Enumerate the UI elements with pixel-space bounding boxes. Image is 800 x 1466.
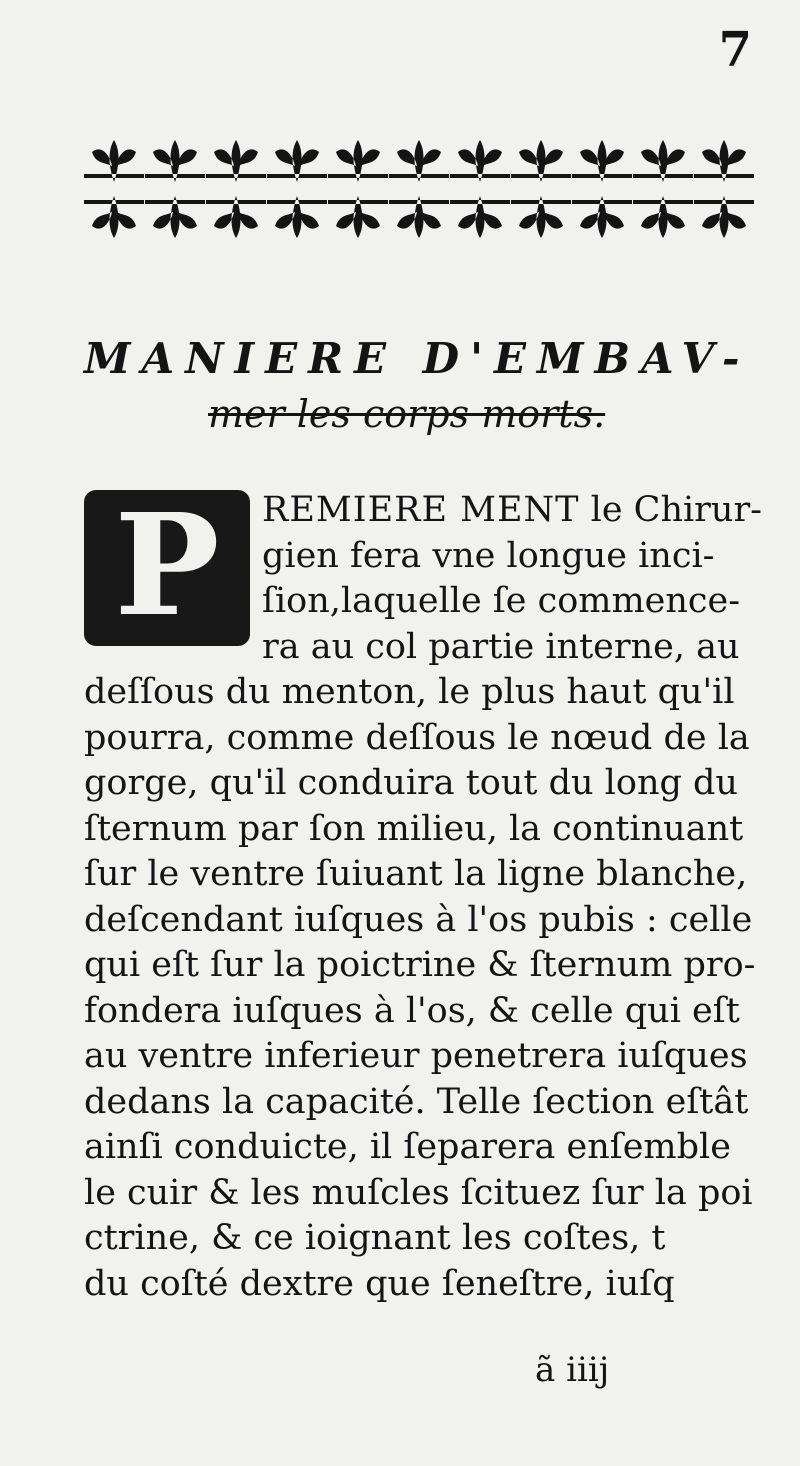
text-line: du coſté dextre que ſeneſtre, iuſq bbox=[84, 1263, 675, 1304]
small-caps-lead: REMIERE MENT bbox=[262, 490, 580, 530]
text-line: dedans la capacité. Telle ſection eſtât bbox=[84, 1081, 749, 1122]
text-line: ainſi conduicte, il ſeparera enſemble bbox=[84, 1127, 731, 1167]
fleuron-icon bbox=[450, 140, 510, 182]
fleuron-icon bbox=[694, 140, 754, 182]
fleuron-icon bbox=[389, 140, 449, 182]
page-number: 7 bbox=[718, 22, 752, 78]
text-line bbox=[84, 488, 774, 534]
fleuron-icon bbox=[572, 196, 632, 238]
body-text bbox=[84, 484, 774, 1307]
text-line: qui eſt ſur la poictrine & ſternum pro- bbox=[84, 945, 756, 985]
text-line-rest: le Chirur- bbox=[579, 490, 763, 530]
text-line: ra au col partie interne, au bbox=[262, 626, 740, 667]
text-line: au ventre inferieur penetrera iuſques bbox=[84, 1036, 748, 1076]
text-line: deſſous du menton, le plus haut qu'il bbox=[84, 672, 735, 712]
text-line: gien fera vne longue inci- bbox=[262, 535, 715, 576]
fleuron-icon bbox=[389, 196, 449, 238]
fleuron-icon bbox=[145, 140, 205, 182]
fleuron-icon bbox=[511, 196, 571, 238]
text-line: le cuir & les muſcles ſcituez ſur la poi bbox=[84, 1172, 753, 1213]
text-line: fondera iuſques à l'os, & celle qui eſt bbox=[84, 990, 740, 1031]
fleuron-icon bbox=[328, 140, 388, 182]
fleuron-icon bbox=[511, 140, 571, 182]
fleuron-ornament-band bbox=[80, 128, 760, 250]
fleuron-icon bbox=[328, 196, 388, 238]
chapter-title: MANIERE D'EMBAV- bbox=[84, 334, 751, 383]
fleuron-icon bbox=[450, 196, 510, 238]
text-line: gorge, qu'il conduira tout du long du bbox=[84, 763, 738, 803]
fleuron-icon bbox=[84, 140, 144, 182]
text-line: ctrine, & ce ioignant les coſtes, t bbox=[84, 1218, 666, 1258]
text-line: ſur le ventre ſuiuant la ligne blanche, bbox=[84, 854, 748, 894]
fleuron-icon bbox=[206, 196, 266, 238]
fleuron-icon bbox=[267, 140, 327, 182]
text-line: pourra, comme deſſous le nœud de la bbox=[84, 717, 750, 758]
fleuron-icon bbox=[572, 140, 632, 182]
fleuron-icon bbox=[145, 196, 205, 238]
text-line: ſternum par ſon milieu, la continuant bbox=[84, 808, 744, 849]
fleuron-icon bbox=[694, 196, 754, 238]
chapter-subtitle: mer les corps morts. bbox=[208, 392, 606, 436]
fleuron-icon bbox=[84, 196, 144, 238]
signature-mark: ã iiij bbox=[535, 1350, 610, 1390]
drop-cap-letter: P bbox=[114, 484, 220, 648]
fleuron-icon bbox=[633, 140, 693, 182]
fleuron-icon bbox=[206, 140, 266, 182]
fleuron-icon bbox=[267, 196, 327, 238]
fleuron-icon bbox=[633, 196, 693, 238]
text-line: deſcendant iuſques à l'os pubis : celle bbox=[84, 899, 753, 940]
text-line: ſion,laquelle ſe commence- bbox=[262, 581, 741, 621]
